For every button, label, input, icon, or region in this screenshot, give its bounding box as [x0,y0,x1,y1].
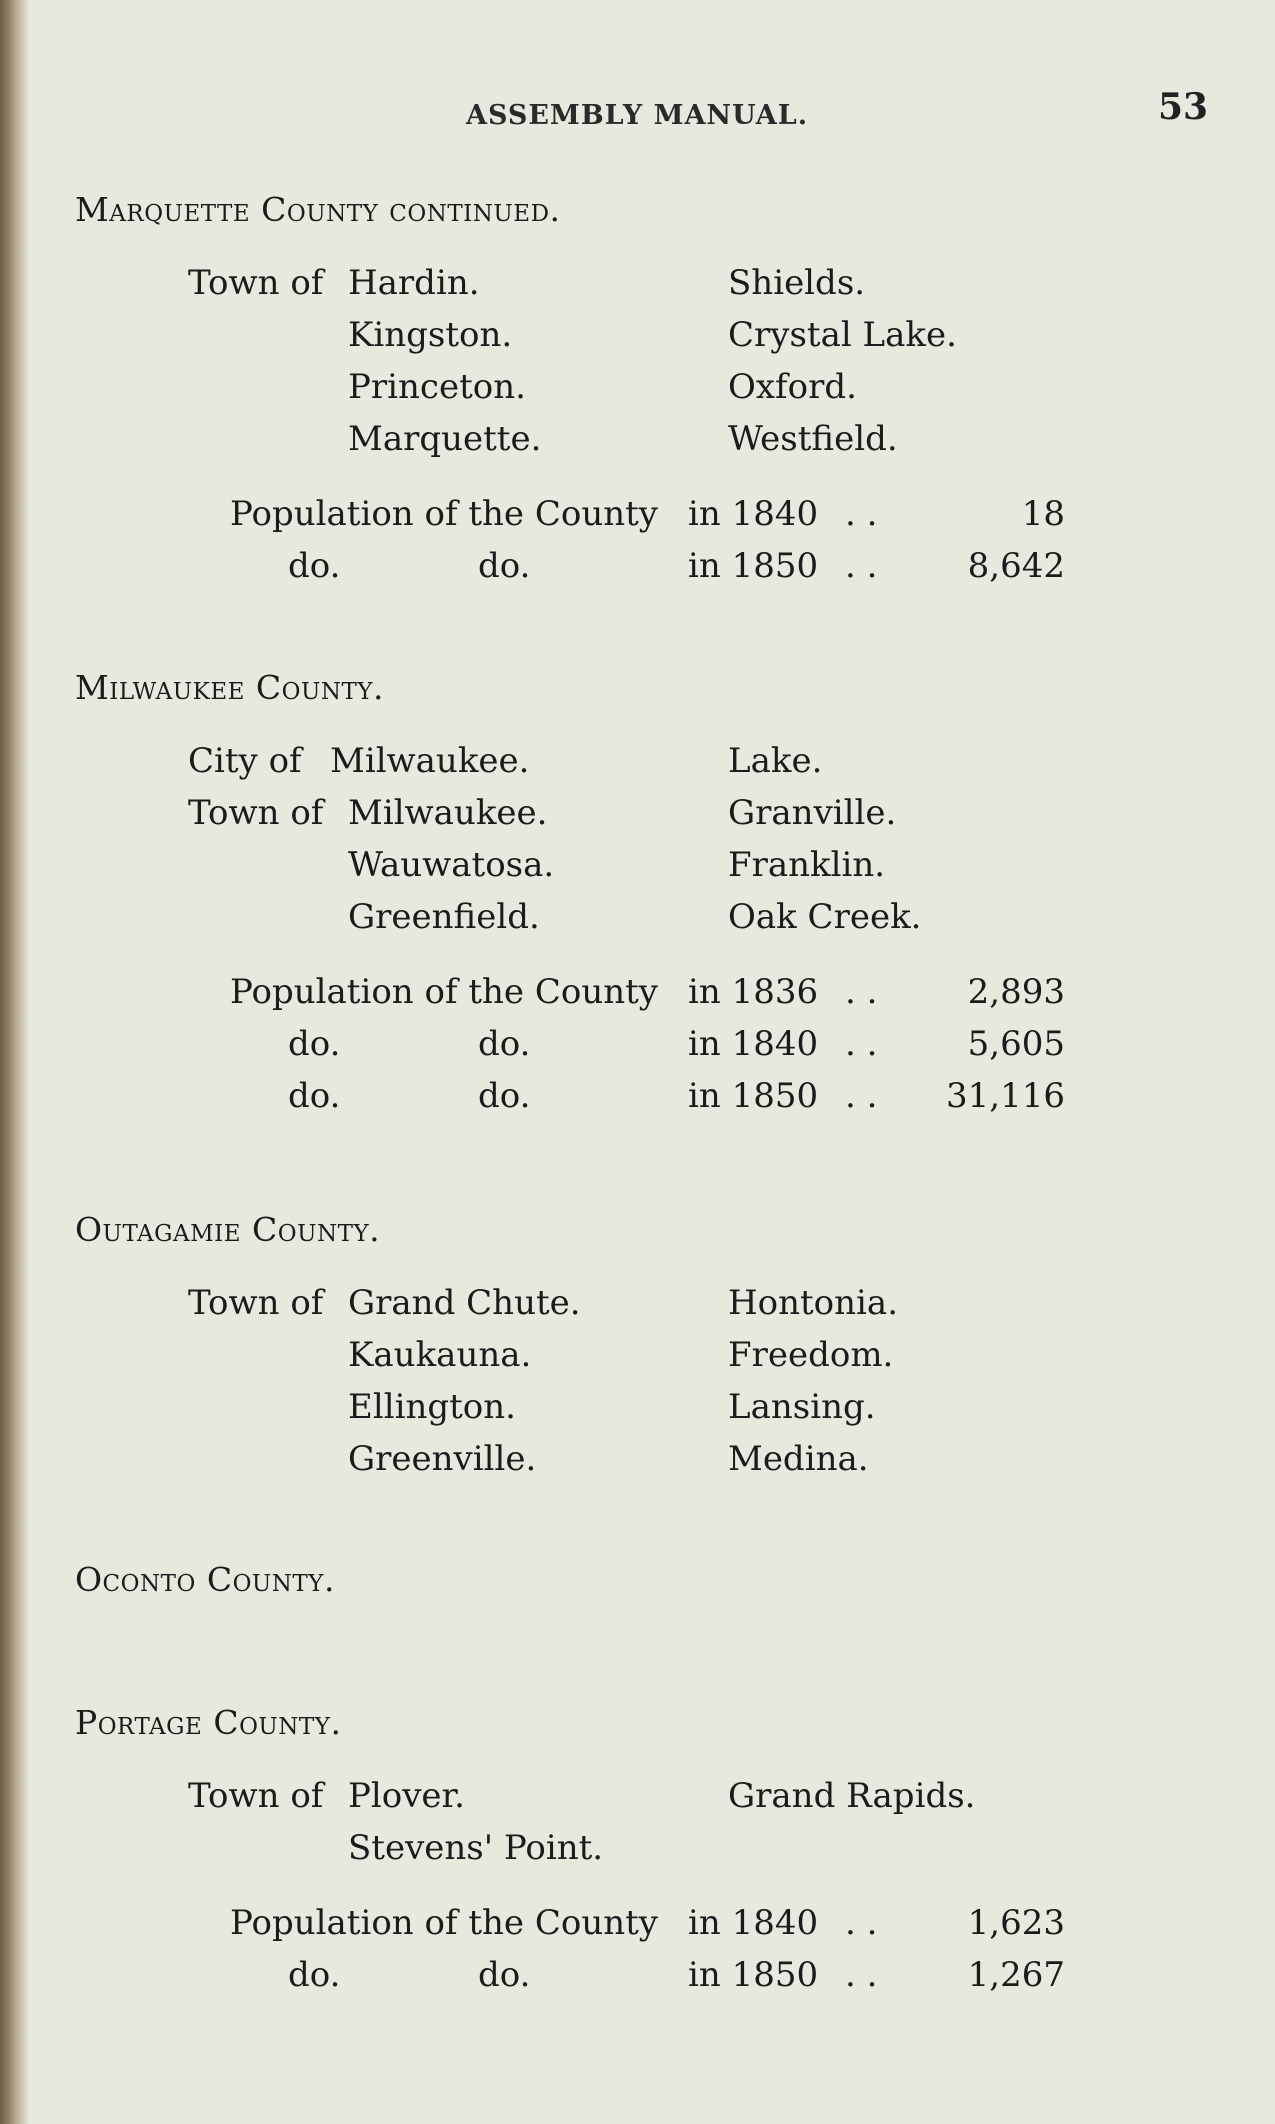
town-name: Granville. [728,793,897,833]
leader-dots: . . [845,494,878,534]
town-prefix: Town of [188,793,324,833]
ditto-mark: do. [288,1024,341,1064]
population-value: 8,642 [967,546,1065,586]
town-name: Westfield. [728,419,898,459]
population-label: Population of the County [230,494,658,534]
population-value: 18 [1021,494,1065,534]
population-value: 1,623 [967,1903,1065,1943]
ditto-mark: do. [478,1955,531,1995]
town-name: Freedom. [728,1335,894,1375]
leader-dots: . . [845,1024,878,1064]
town-name: Shields. [728,263,866,303]
town-name: Hardin. [348,263,480,303]
ditto-mark: do. [288,546,341,586]
town-name: Kaukauna. [348,1335,532,1375]
population-value: 2,893 [967,972,1065,1012]
leader-dots: . . [845,1903,878,1943]
ditto-mark: do. [288,1955,341,1995]
population-year: in 1840 [688,1024,819,1064]
city-prefix: City of [188,741,302,781]
ditto-mark: do. [478,1024,531,1064]
population-year: in 1840 [688,494,819,534]
population-value: 1,267 [967,1955,1065,1995]
ditto-mark: do. [288,1076,341,1116]
town-name: Kingston. [348,315,513,355]
ditto-mark: do. [478,1076,531,1116]
town-name: Franklin. [728,845,886,885]
leader-dots: . . [845,1076,878,1116]
town-name: Greenville. [348,1439,537,1479]
leader-dots: . . [845,546,878,586]
town-name: Greenfield. [348,897,540,937]
population-year: in 1850 [688,546,819,586]
town-name: Stevens' Point. [348,1828,604,1868]
town-name: Lake. [728,741,823,781]
leader-dots: . . [845,972,878,1012]
town-name: Wauwatosa. [348,845,555,885]
town-name: Crystal Lake. [728,315,957,355]
town-name: Hontonia. [728,1283,898,1323]
town-name: Grand Rapids. [728,1776,976,1816]
ditto-mark: do. [478,546,531,586]
population-label: Population of the County [230,972,658,1012]
population-year: in 1850 [688,1955,819,1995]
population-value: 5,605 [967,1024,1065,1064]
population-year: in 1836 [688,972,819,1012]
page-number: 53 [1158,86,1209,128]
town-name: Milwaukee. [330,741,530,781]
town-name: Oak Creek. [728,897,922,937]
town-prefix: Town of [188,1776,324,1816]
population-year: in 1850 [688,1076,819,1116]
town-prefix: Town of [188,263,324,303]
town-name: Medina. [728,1439,869,1479]
town-name: Princeton. [348,367,526,407]
section-heading-portage: Portage County. [75,1703,342,1742]
section-heading-marquette: Marquette County continued. [75,190,561,229]
town-name: Oxford. [728,367,857,407]
town-prefix: Town of [188,1283,324,1323]
section-heading-oconto: Oconto County. [75,1560,335,1599]
town-name: Milwaukee. [348,793,548,833]
town-name: Plover. [348,1776,465,1816]
section-heading-milwaukee: Milwaukee County. [75,668,385,707]
town-name: Lansing. [728,1387,876,1427]
running-header: ASSEMBLY MANUAL. [466,100,809,131]
leader-dots: . . [845,1955,878,1995]
town-name: Marquette. [348,419,542,459]
population-year: in 1840 [688,1903,819,1943]
population-label: Population of the County [230,1903,658,1943]
town-name: Ellington. [348,1387,516,1427]
section-heading-outagamie: Outagamie County. [75,1210,381,1249]
population-value: 31,116 [946,1076,1065,1116]
town-name: Grand Chute. [348,1283,581,1323]
